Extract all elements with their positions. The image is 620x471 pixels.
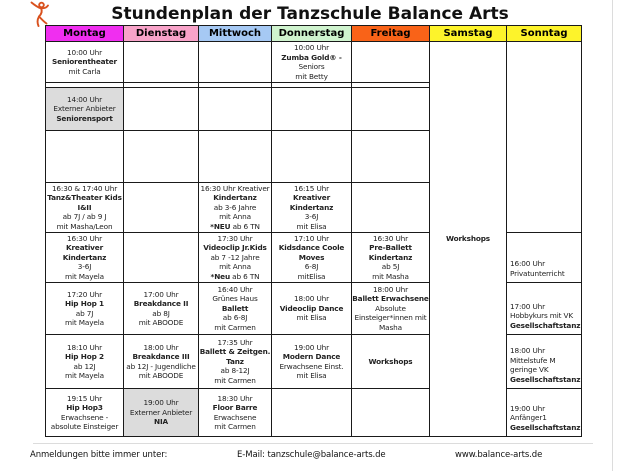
- cell-do-c: [272, 131, 352, 183]
- cell-so-f: 17:00 Uhr Hobbykurs mit VK Gesellschaftstanz: [507, 283, 582, 335]
- cell-do-g: 19:00 Uhr Modern Dance Erwachsene Einst. mit Elisa: [272, 335, 352, 389]
- footer-website[interactable]: www.balance-arts.de: [455, 450, 543, 460]
- cell-mi-f: 16:40 Uhr Grünes Haus Ballett ab 6-8J mit Carmen: [199, 283, 272, 335]
- day-header-dienstag: Dienstag: [124, 26, 199, 42]
- cell-mo-e: 16:30 Uhr Kreativer Kindertanz 3-6J mit Mayela: [46, 233, 124, 283]
- cell-fr-d: [352, 183, 430, 233]
- cell-di-a: [124, 42, 199, 83]
- cell-mi-h: 18:30 Uhr Floor Barre Erwachsene mit Carmen: [199, 389, 272, 437]
- cell-do-f: 18:00 Uhr Videoclip Dance mit Elisa: [272, 283, 352, 335]
- cell-di-e: [124, 233, 199, 283]
- cell-fr-g: Workshops: [352, 335, 430, 389]
- cell-do-a: 10:00 Uhr Zumba Gold® - Seniors mit Betty: [272, 42, 352, 83]
- cell-di-b: [124, 88, 199, 131]
- cell-fr-h: [352, 389, 430, 437]
- cell-di-g: 18:00 Uhr Breakdance III ab 12J - Jugendliche mit ABOODE: [124, 335, 199, 389]
- page-edge-vertical-line: [612, 0, 613, 471]
- cell-mi-d: 16:30 Uhr Kreativer Kindertanz ab 3-6 Jahre mit Anna *NEU ab 6 TN: [199, 183, 272, 233]
- cell-fr-e: 16:30 Uhr Pre-Ballett Kindertanz ab 5J mit Masha: [352, 233, 430, 283]
- day-header-samstag: Samstag: [430, 26, 507, 42]
- cell-do-e: 17:10 Uhr Kidsdance Coole Moves 6-8J mitElisa: [272, 233, 352, 283]
- day-header-donnerstag: Donnerstag: [272, 26, 352, 42]
- cell-di-h: 19:00 Uhr Externer Anbieter NIA: [124, 389, 199, 437]
- day-header-montag: Montag: [46, 26, 124, 42]
- day-header-sonntag: Sonntag: [507, 26, 582, 42]
- cell-sa-all: Workshops: [430, 42, 507, 437]
- cell-fr-b: [352, 88, 430, 131]
- cell-mi-e: 17:30 Uhr Videoclip Jr.Kids ab 7 -12 Jahre mit Anna *Neu ab 6 TN: [199, 233, 272, 283]
- cell-fr-a: [352, 42, 430, 83]
- page-edge-horizontal-line: [33, 443, 593, 444]
- cell-fr-f: 18:00 Uhr Ballett Erwachsene Absolute Einsteiger*innen mit Masha: [352, 283, 430, 335]
- cell-so-e: 16:00 Uhr Privatunterricht: [507, 233, 582, 283]
- cell-fr-c: [352, 131, 430, 183]
- cell-di-f: 17:00 Uhr Breakdance II ab 8J mit ABOODE: [124, 283, 199, 335]
- cell-mo-c: [46, 131, 124, 183]
- cell-so-top: [507, 42, 582, 233]
- cell-do-b: [272, 88, 352, 131]
- footer-email[interactable]: E-Mail: tanzschule@balance-arts.de: [237, 450, 386, 460]
- cell-di-c: [124, 131, 199, 183]
- cell-mi-c: [199, 131, 272, 183]
- cell-do-h: [272, 389, 352, 437]
- cell-so-g: 18:00 Uhr Mittelstufe M geringe VK Gesellschaftstanz: [507, 335, 582, 389]
- cell-mo-b: 14:00 Uhr Externer Anbieter Seniorensport: [46, 88, 124, 131]
- cell-mo-a: 10:00 Uhr Seniorentheater mit Carla: [46, 42, 124, 83]
- cell-do-d: 16:15 Uhr Kreativer Kindertanz 3-6J mit Elisa: [272, 183, 352, 233]
- schedule-grid: [45, 25, 582, 437]
- day-header-mittwoch: Mittwoch: [199, 26, 272, 42]
- cell-so-h: 19:00 Uhr Anfänger1 Gesellschaftstanz: [507, 389, 582, 437]
- cell-mi-g: 17:35 Uhr Ballett & Zeitgen. Tanz ab 8-12J mit Carmen: [199, 335, 272, 389]
- cell-mi-b: [199, 88, 272, 131]
- cell-mo-f: 17:20 Uhr Hip Hop 1 ab 7J mit Mayela: [46, 283, 124, 335]
- page-title: Stundenplan der Tanzschule Balance Arts: [111, 4, 509, 24]
- cell-mo-g: 18:10 Uhr Hip Hop 2 ab 12J mit Mayela: [46, 335, 124, 389]
- cell-di-d: [124, 183, 199, 233]
- cell-mo-d: 16:30 & 17:40 Uhr Tanz&Theater Kids I&II ab 7J / ab 9 J mit Masha/Leon: [46, 183, 124, 233]
- cell-mi-a: [199, 42, 272, 83]
- day-header-freitag: Freitag: [352, 26, 430, 42]
- cell-mo-h: 19:15 Uhr Hip Hop3 Erwachsene - absolute Einsteiger: [46, 389, 124, 437]
- footer-registration-note: Anmeldungen bitte immer unter:: [30, 450, 168, 460]
